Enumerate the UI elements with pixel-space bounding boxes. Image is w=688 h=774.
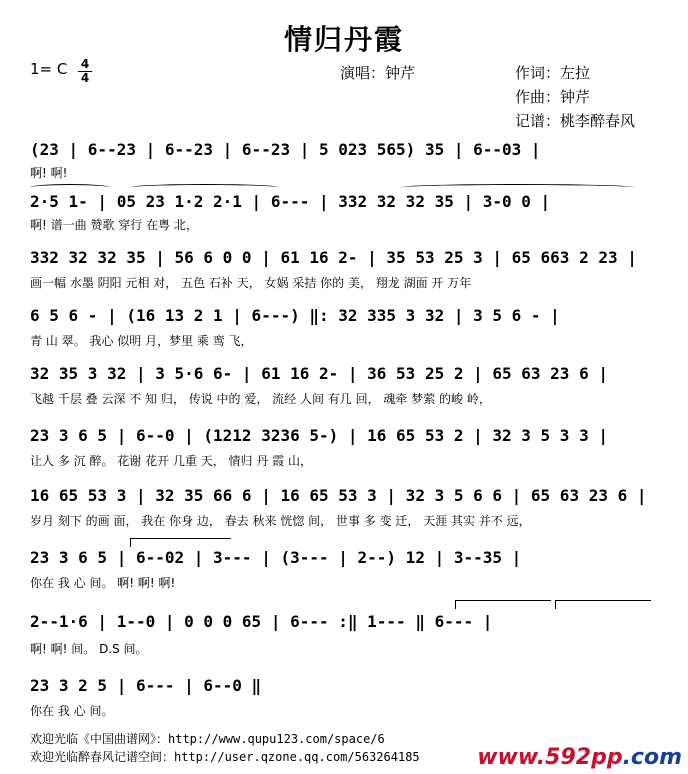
lyrics-line: 啊! 啊!: [30, 166, 68, 180]
notes-line: 32 35 3 32 | 3 5·6 6- | 61 16 2- | 36 53 25 2 | 65 63 23 6 |: [30, 364, 608, 383]
notes-line: 332 32 32 35 | 56 6 0 0 | 61 16 2- | 35 53 25 3 | 65 663 2 23 |: [30, 248, 637, 267]
notes-line: (23 | 6--23 | 6--23 | 6--23 | 5 023 565) 35 | 6--03 |: [30, 140, 541, 159]
notes-line: 23 3 6 5 | 6--02 | 3--- | (3--- | 2--) 12 | 3--35 |: [30, 548, 522, 567]
footer-link-qzone[interactable]: 欢迎光临醉春风记谱空间：http://user.qzone.qq.com/563264185: [30, 750, 420, 764]
time-signature-top: 4: [80, 57, 90, 71]
notes-line: 16 65 53 3 | 32 35 66 6 | 16 65 53 3 | 32 3 5 6 6 | 65 63 23 6 |: [30, 486, 647, 505]
lyrics-line: 岁月 刻下 的画 面， 我在 你身 边， 春去 秋来 恍惚 间， 世事 多 变 迁， 天涯 其实 并不 远，: [30, 514, 531, 528]
watermark-domain: .com: [622, 745, 682, 770]
slur-mark: [400, 184, 635, 191]
transcriber-credit: 记谱：桃李醉春风: [515, 112, 636, 130]
notes-line: 6 5 6 - | (16 13 2 1 | 6---) ‖: 32 335 3 32 | 3 5 6 - |: [30, 306, 560, 325]
lyrics-line: 你在 我 心 间。 啊! 啊! 啊!: [30, 576, 176, 590]
notes-line: 2·5 1- | 05 23 1·2 2·1 | 6--- | 332 32 32 35 | 3-0 0 |: [30, 192, 551, 211]
volta-bracket-3: [555, 600, 651, 609]
volta-bracket-1: [130, 538, 231, 547]
site-watermark: [477, 745, 682, 770]
time-signature: [78, 58, 92, 85]
notes-line: 23 3 2 5 | 6--- | 6--0 ‖: [30, 676, 262, 695]
lyrics-line: 啊! 啊! 间。 D.S 间。: [30, 642, 148, 656]
lyrics-line: 你在 我 心 间。: [30, 704, 114, 718]
singer-credit: 演唱：钟芹: [340, 64, 416, 82]
lyrics-line: 飞越 千层 叠 云深 不 知 归， 传说 中的 爱， 流经 人间 有几 回， 魂牵 梦萦 的峻 岭，: [30, 392, 491, 406]
composer-credit: 作曲：钟芹: [515, 88, 591, 106]
time-signature-bottom: 4: [78, 71, 92, 85]
footer-link-qupu[interactable]: 欢迎光临《中国曲谱网》：http://www.qupu123.com/space/6: [30, 732, 385, 746]
lyricist-credit: 作词：左拉: [515, 64, 591, 82]
lyrics-line: 青 山 翠。 我心 似明 月，梦里 乘 鸾 飞，: [30, 334, 253, 348]
slur-mark: [30, 184, 110, 191]
slur-mark: [130, 184, 280, 191]
lyrics-line: 让人 多 沉 醉。 花谢 花开 几重 天， 情归 丹 霞 山，: [30, 454, 312, 468]
volta-bracket-2: [455, 600, 551, 609]
song-title: 情归丹霞: [283, 23, 404, 56]
notes-line: 23 3 6 5 | 6--0 | (1212 3236 5-) | 16 65 53 2 | 32 3 5 3 3 |: [30, 426, 608, 445]
lyrics-line: 啊! 谱一曲 赞歌 穿行 在粤 北，: [30, 218, 198, 232]
notes-line: 2--1·6 | 1--0 | 0 0 0 65 | 6--- :‖ 1--- ‖ 6--- |: [30, 612, 493, 631]
key-signature: 1= C: [30, 60, 68, 78]
watermark-main: www.592pp: [477, 745, 623, 770]
lyrics-line: 画一幅 水墨 阴阳 元相 对， 五色 石补 天， 女娲 采拮 你的 美， 翔龙 湖面 开 万年: [30, 276, 472, 290]
